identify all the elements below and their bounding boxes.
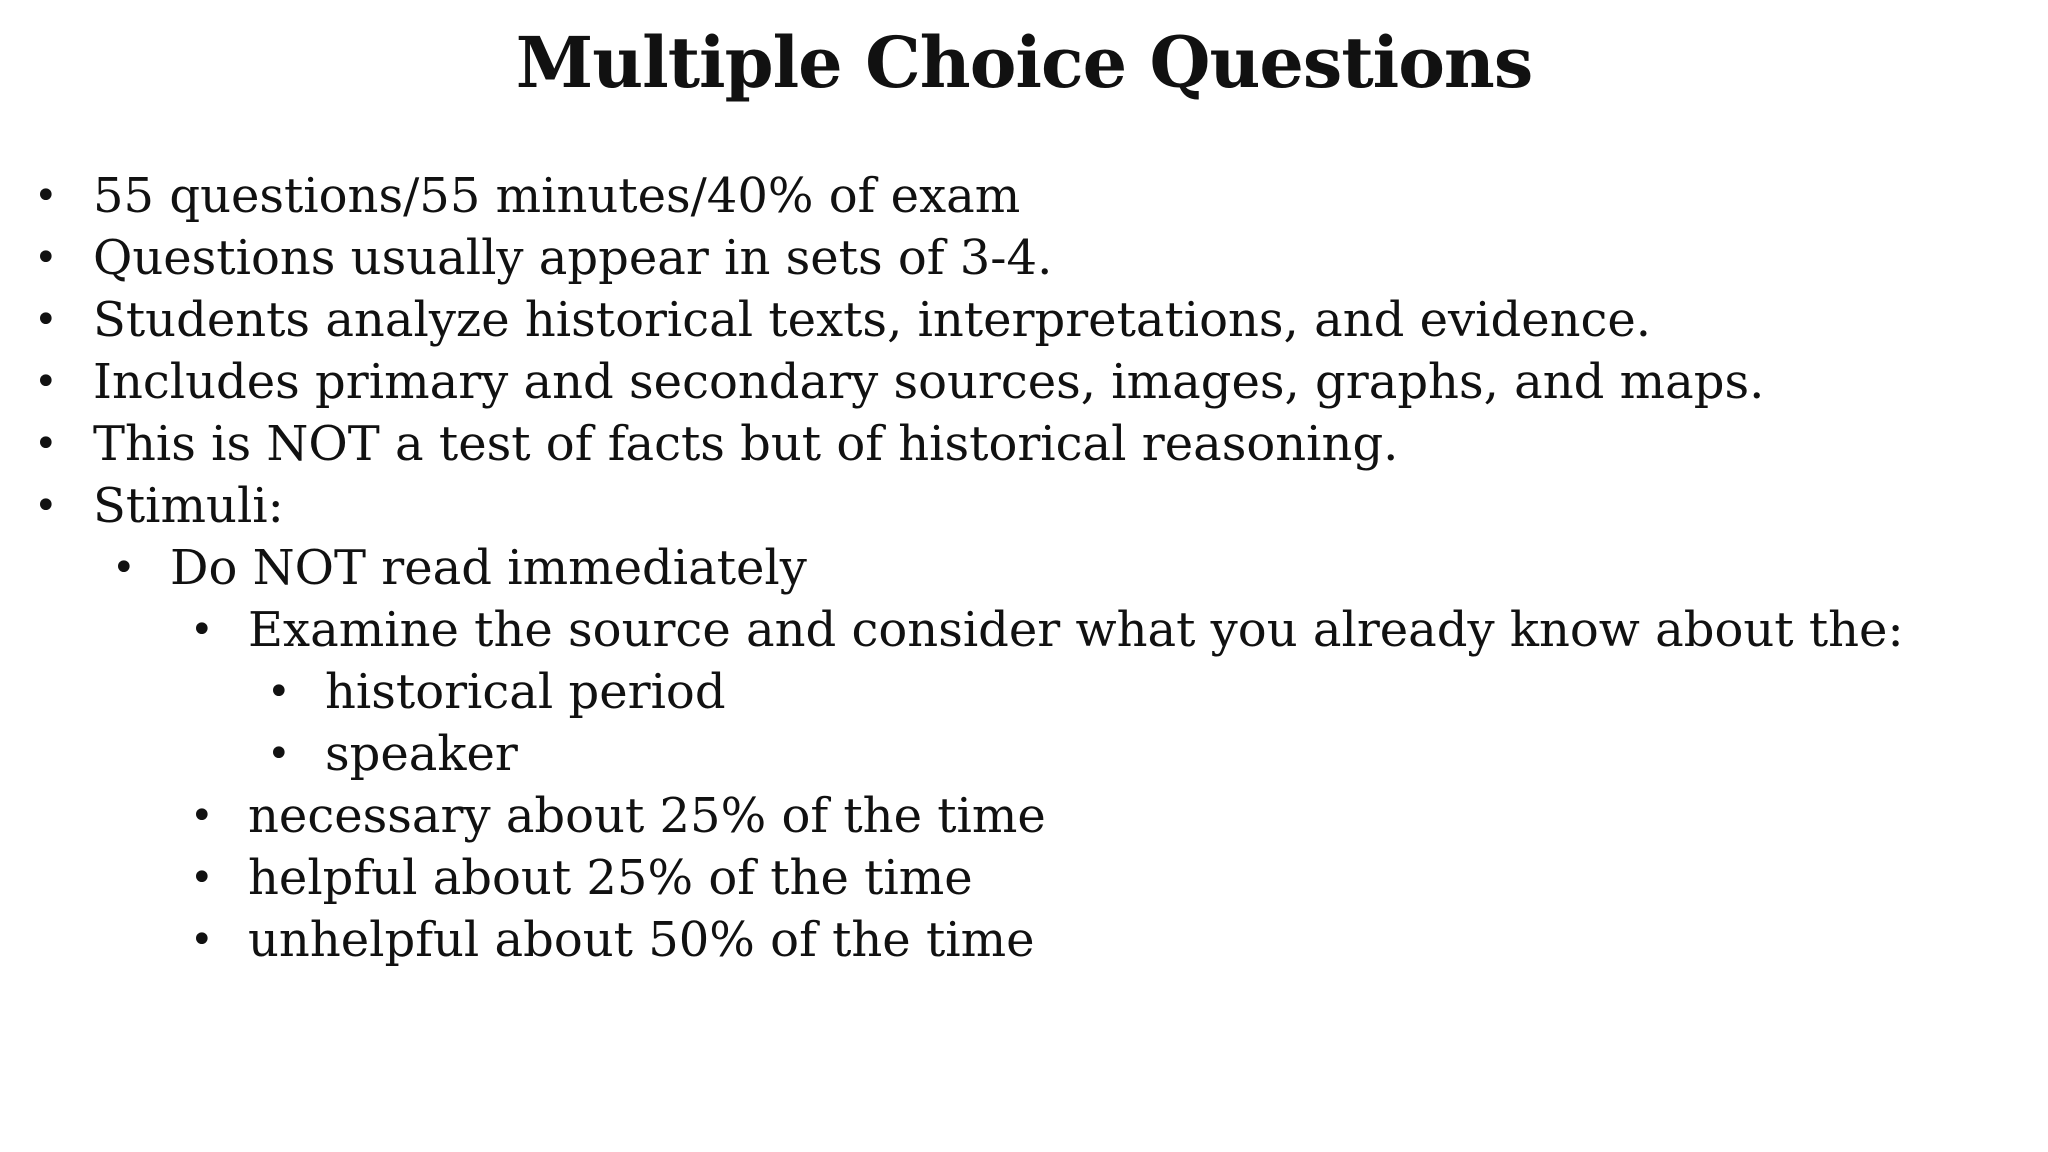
- bullet-icon: •: [34, 235, 58, 281]
- bullet-text: speaker: [325, 726, 518, 782]
- bullet-text: This is NOT a test of facts but of historical reasoning.: [93, 416, 1399, 472]
- bullet-icon: •: [34, 421, 58, 467]
- bullet-item: [0, 289, 2048, 351]
- bullet-text: 55 questions/55 minutes/40% of exam: [93, 168, 1021, 224]
- bullet-list: [0, 165, 2048, 971]
- bullet-item: [0, 475, 2048, 537]
- bullet-text: Do NOT read immediately: [170, 540, 807, 596]
- bullet-text: historical period: [325, 664, 726, 720]
- sub-bullet-item: [0, 537, 2048, 599]
- bullet-text: necessary about 25% of the time: [248, 788, 1046, 844]
- bullet-icon: •: [267, 731, 291, 777]
- bullet-item: [0, 227, 2048, 289]
- sub-bullet-item: [0, 723, 2048, 785]
- sub-bullet-item: [0, 909, 2048, 971]
- bullet-icon: •: [267, 669, 291, 715]
- bullet-text: Examine the source and consider what you already know about the:: [248, 602, 1904, 658]
- bullet-text: Stimuli:: [93, 478, 284, 534]
- bullet-icon: •: [190, 917, 214, 963]
- bullet-icon: •: [190, 793, 214, 839]
- bullet-item: [0, 413, 2048, 475]
- bullet-text: helpful about 25% of the time: [248, 850, 973, 906]
- bullet-icon: •: [34, 173, 58, 219]
- bullet-text: unhelpful about 50% of the time: [248, 912, 1035, 968]
- bullet-text: Includes primary and secondary sources, images, graphs, and maps.: [93, 354, 1765, 410]
- bullet-icon: •: [34, 483, 58, 529]
- sub-bullet-item: [0, 785, 2048, 847]
- bullet-icon: •: [34, 359, 58, 405]
- sub-bullet-item: [0, 661, 2048, 723]
- bullet-item: [0, 165, 2048, 227]
- bullet-text: Students analyze historical texts, interpretations, and evidence.: [93, 292, 1652, 348]
- bullet-icon: •: [112, 545, 136, 591]
- bullet-item: [0, 351, 2048, 413]
- bullet-text: Questions usually appear in sets of 3-4.: [93, 230, 1053, 286]
- bullet-icon: •: [190, 855, 214, 901]
- slide-title: Multiple Choice Questions: [515, 21, 1533, 104]
- sub-bullet-item: [0, 599, 2048, 661]
- bullet-icon: •: [34, 297, 58, 343]
- bullet-icon: •: [190, 607, 214, 653]
- sub-bullet-item: [0, 847, 2048, 909]
